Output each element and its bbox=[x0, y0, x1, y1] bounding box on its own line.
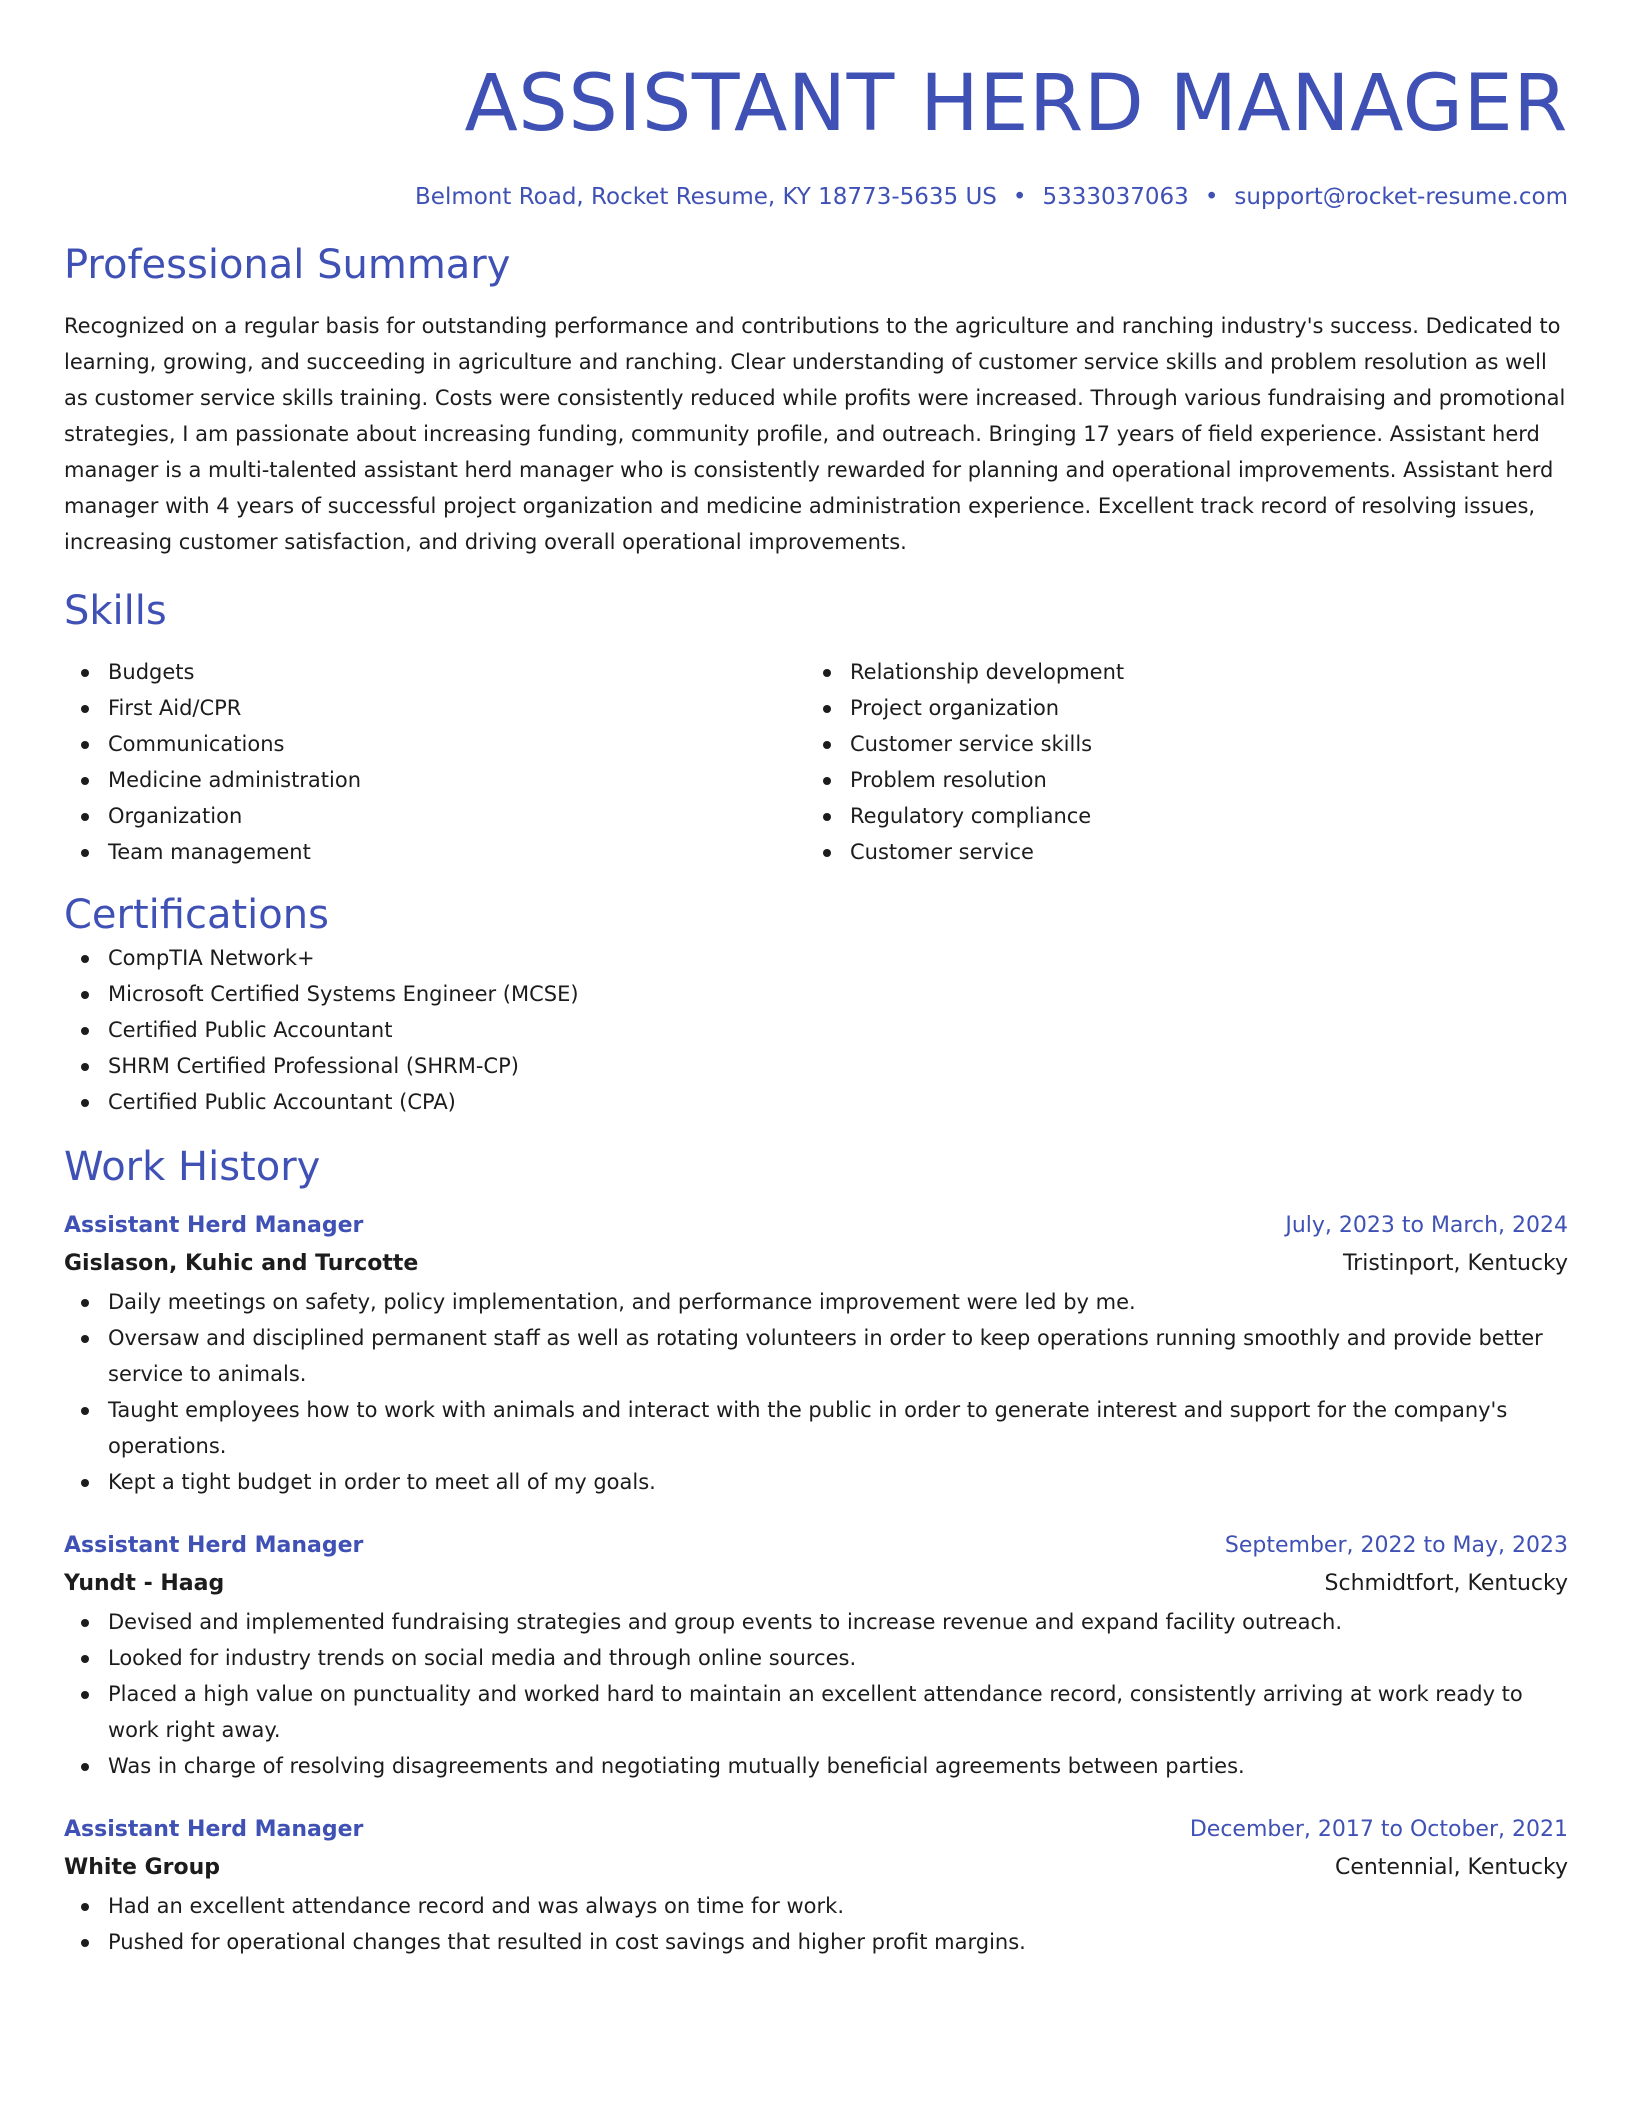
job-subheader bbox=[64, 1848, 1568, 1888]
contact-line bbox=[64, 182, 1568, 212]
job-bullet: Oversaw and disciplined permanent staff as well as rotating volunteers in order to keep operations running smoothly and provide better service to animals. bbox=[64, 1320, 1568, 1392]
skill-item: Team management bbox=[64, 834, 806, 870]
job-dates: July, 2023 to March, 2024 bbox=[1285, 1213, 1568, 1238]
job-subheader bbox=[64, 1564, 1568, 1604]
job-bullets bbox=[64, 1604, 1568, 1784]
job-bullet: Taught employees how to work with animals and interact with the public in order to generate interest and support for the company's operations. bbox=[64, 1392, 1568, 1464]
job-header bbox=[64, 1208, 1568, 1244]
job-header bbox=[64, 1812, 1568, 1848]
job-bullet: Was in charge of resolving disagreements and negotiating mutually beneficial agreements between parties. bbox=[64, 1748, 1568, 1784]
job-bullet: Placed a high value on punctuality and worked hard to maintain an excellent attendance record, consistently arriving at work ready to work right away. bbox=[64, 1676, 1568, 1748]
certification-item: Certified Public Accountant bbox=[64, 1012, 1568, 1048]
contact-separator: • bbox=[1204, 184, 1219, 210]
certification-item: CompTIA Network+ bbox=[64, 940, 1568, 976]
job-bullet: Devised and implemented fundraising strategies and group events to increase revenue and expand facility outreach. bbox=[64, 1604, 1568, 1640]
contact-email: support@rocket-resume.com bbox=[1234, 184, 1568, 210]
job-company: Gislason, Kuhic and Turcotte bbox=[64, 1251, 419, 1276]
job-title: Assistant Herd Manager bbox=[64, 1817, 364, 1842]
job-bullet: Kept a tight budget in order to meet all of my goals. bbox=[64, 1464, 1568, 1500]
job-company: White Group bbox=[64, 1855, 220, 1880]
certification-item: Microsoft Certified Systems Engineer (MCSE) bbox=[64, 976, 1568, 1012]
skill-item: Project organization bbox=[806, 690, 1548, 726]
job-bullet: Pushed for operational changes that resulted in cost savings and higher profit margins. bbox=[64, 1924, 1568, 1960]
job-location: Schmidtfort, Kentucky bbox=[1324, 1571, 1568, 1596]
skill-item: Customer service bbox=[806, 834, 1548, 870]
job-location: Centennial, Kentucky bbox=[1334, 1855, 1568, 1880]
skill-item: First Aid/CPR bbox=[64, 690, 806, 726]
job-bullet: Looked for industry trends on social media and through online sources. bbox=[64, 1640, 1568, 1676]
contact-phone: 5333037063 bbox=[1042, 184, 1189, 210]
job-entry bbox=[64, 1528, 1568, 1784]
job-header bbox=[64, 1528, 1568, 1564]
certifications-heading: Certifications bbox=[64, 892, 329, 938]
skill-item: Medicine administration bbox=[64, 762, 806, 798]
job-entry bbox=[64, 1812, 1568, 1960]
skill-item: Communications bbox=[64, 726, 806, 762]
skills-heading: Skills bbox=[64, 588, 167, 634]
skills-list-left bbox=[64, 654, 806, 870]
skill-item: Organization bbox=[64, 798, 806, 834]
job-bullet: Daily meetings on safety, policy implementation, and performance improvement were led by me. bbox=[64, 1284, 1568, 1320]
contact-separator: • bbox=[1012, 184, 1027, 210]
certification-item: Certified Public Accountant (CPA) bbox=[64, 1084, 1568, 1120]
certification-item: SHRM Certified Professional (SHRM-CP) bbox=[64, 1048, 1568, 1084]
summary-heading: Professional Summary bbox=[64, 242, 511, 288]
skill-item: Relationship development bbox=[806, 654, 1548, 690]
job-bullets bbox=[64, 1888, 1568, 1960]
resume-page bbox=[64, 0, 1568, 1960]
job-subheader bbox=[64, 1244, 1568, 1284]
skills-list-right bbox=[806, 654, 1548, 870]
certifications-list bbox=[64, 940, 1568, 1120]
skill-item: Problem resolution bbox=[806, 762, 1548, 798]
resume-name: ASSISTANT HERD MANAGER bbox=[464, 59, 1568, 149]
job-title: Assistant Herd Manager bbox=[64, 1213, 364, 1238]
job-bullet: Had an excellent attendance record and was always on time for work. bbox=[64, 1888, 1568, 1924]
job-dates: September, 2022 to May, 2023 bbox=[1224, 1533, 1568, 1558]
job-company: Yundt - Haag bbox=[64, 1571, 225, 1596]
skill-item: Budgets bbox=[64, 654, 806, 690]
job-title: Assistant Herd Manager bbox=[64, 1533, 364, 1558]
skill-item: Customer service skills bbox=[806, 726, 1548, 762]
job-entry bbox=[64, 1208, 1568, 1500]
job-bullets bbox=[64, 1284, 1568, 1500]
skills-grid bbox=[64, 654, 1568, 870]
contact-address: Belmont Road, Rocket Resume, KY 18773-5635 US bbox=[415, 184, 997, 210]
job-location: Tristinport, Kentucky bbox=[1342, 1251, 1568, 1276]
job-dates: December, 2017 to October, 2021 bbox=[1189, 1817, 1568, 1842]
skill-item: Regulatory compliance bbox=[806, 798, 1548, 834]
work-history-heading: Work History bbox=[64, 1144, 321, 1190]
summary-text: Recognized on a regular basis for outstanding performance and contributions to the agriculture and ranching industry's success. Dedicated to learning, growing, and succeeding in agriculture and ranching. Clear understanding of customer service skills and problem resolution as well as customer service skills training. Costs were consistently reduced while profits were increased. Through various fundraising and promotional strategies, I am passionate about increasing funding, community profile, and outreach. Bringing 17 years of field experience. Assistant herd manager is a multi-talented assistant herd manager who is consistently rewarded for planning and operational improvements. Assistant herd manager with 4 years of successful project organization and medicine administration experience. Excellent track record of resolving issues, increasing customer satisfaction, and driving overall operational improvements. bbox=[64, 314, 1566, 554]
